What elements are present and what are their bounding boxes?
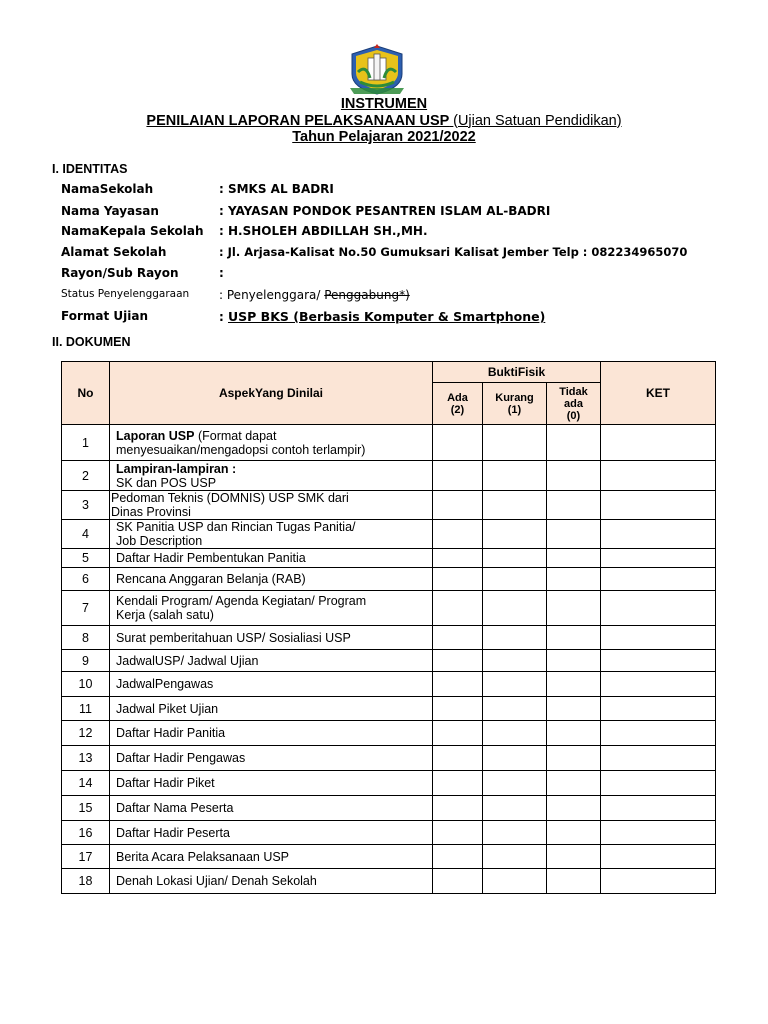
header-ada xyxy=(433,383,483,425)
cell-ada[interactable] xyxy=(433,650,483,672)
section-dokumen-heading: II. DOKUMEN xyxy=(52,335,131,349)
cell-ket[interactable] xyxy=(601,549,716,568)
aspek-bold: Lampiran-lampiran : xyxy=(116,461,237,476)
row-number: 17 xyxy=(62,845,110,869)
cell-ada[interactable] xyxy=(433,461,483,491)
row-number: 10 xyxy=(62,672,110,697)
cell-ket[interactable] xyxy=(601,591,716,626)
status-colon: : xyxy=(219,288,224,302)
aspek-text: JadwalUSP/ Jadwal Ujian xyxy=(116,653,259,668)
table-row xyxy=(62,461,716,491)
header-bukti-fisik: BuktiFisik xyxy=(433,362,601,383)
cell-ket[interactable] xyxy=(601,626,716,650)
cell-kurang[interactable] xyxy=(483,591,547,626)
row-number: 1 xyxy=(62,425,110,461)
row-aspek xyxy=(110,796,433,821)
cell-ada[interactable] xyxy=(433,845,483,869)
cell-ada[interactable] xyxy=(433,771,483,796)
row-aspek xyxy=(110,520,433,549)
aspek-line-1 xyxy=(116,702,432,716)
cell-ada[interactable] xyxy=(433,746,483,771)
aspek-line-1 xyxy=(116,776,432,790)
ident-label: Format Ujian xyxy=(61,309,148,323)
header-kurang xyxy=(483,383,547,425)
cell-tidak-ada[interactable] xyxy=(547,845,601,869)
format-value: USP BKS (Berbasis Komputer & Smartphone) xyxy=(228,309,546,324)
aspek-line-1 xyxy=(116,572,432,586)
title-line-2 xyxy=(0,113,768,130)
header-tidak-ada xyxy=(547,383,601,425)
aspek-line-1 xyxy=(116,826,432,840)
cell-ada[interactable] xyxy=(433,568,483,591)
title-line-1: INSTRUMEN xyxy=(340,96,428,112)
cell-ada[interactable] xyxy=(433,549,483,568)
cell-kurang[interactable] xyxy=(483,821,547,845)
ident-label: Rayon/Sub Rayon xyxy=(61,266,179,280)
row-number: 11 xyxy=(62,697,110,721)
aspek-text: Kendali Program/ Agenda Kegiatan/ Program xyxy=(116,594,367,608)
cell-tidak-ada[interactable] xyxy=(547,549,601,568)
cell-tidak-ada[interactable] xyxy=(547,425,601,461)
aspek-line-2: menyesuaikan/mengadopsi contoh terlampir) xyxy=(116,442,366,457)
table-row xyxy=(62,672,716,697)
cell-kurang[interactable] xyxy=(483,672,547,697)
cell-ket[interactable] xyxy=(601,520,716,549)
row-number: 16 xyxy=(62,821,110,845)
aspek-text: Denah Lokasi Ujian/ Denah Sekolah xyxy=(116,874,317,888)
cell-ket[interactable] xyxy=(601,796,716,821)
ident-value xyxy=(219,309,545,324)
cell-kurang[interactable] xyxy=(483,549,547,568)
row-aspek xyxy=(110,869,433,894)
aspek-line-1 xyxy=(116,520,432,534)
header-ada-label: Ada xyxy=(447,391,468,404)
aspek-line-1 xyxy=(116,850,432,864)
cell-ket[interactable] xyxy=(601,672,716,697)
ident-label: NamaSekolah xyxy=(61,182,154,196)
aspek-text: Daftar Nama Peserta xyxy=(116,801,234,815)
cell-ket[interactable] xyxy=(601,568,716,591)
cell-ada[interactable] xyxy=(433,520,483,549)
cell-ket[interactable] xyxy=(601,746,716,771)
cell-kurang[interactable] xyxy=(483,697,547,721)
cell-ket[interactable] xyxy=(601,650,716,672)
cell-kurang[interactable] xyxy=(483,845,547,869)
table-row xyxy=(62,697,716,721)
cell-tidak-ada[interactable] xyxy=(547,697,601,721)
row-aspek xyxy=(110,650,433,672)
cell-tidak-ada[interactable] xyxy=(547,568,601,591)
row-aspek xyxy=(110,697,433,721)
row-aspek xyxy=(110,721,433,746)
cell-ada[interactable] xyxy=(433,672,483,697)
cell-tidak-ada[interactable] xyxy=(547,821,601,845)
header-kurang-label: Kurang xyxy=(495,391,534,404)
table-row xyxy=(62,520,716,549)
header-ket: KET xyxy=(601,362,716,425)
row-number: 18 xyxy=(62,869,110,894)
cell-ada[interactable] xyxy=(433,425,483,461)
cell-tidak-ada[interactable] xyxy=(547,626,601,650)
cell-tidak-ada[interactable] xyxy=(547,461,601,491)
aspek-text: Daftar Hadir Panitia xyxy=(116,726,226,740)
header-no: No xyxy=(62,362,110,425)
header-aspek: AspekYang Dinilai xyxy=(110,362,433,425)
row-number: 9 xyxy=(62,650,110,672)
aspek-text: SK Panitia USP dan Rincian Tugas Panitia/ xyxy=(116,520,356,534)
cell-tidak-ada[interactable] xyxy=(547,672,601,697)
cell-ada[interactable] xyxy=(433,821,483,845)
ident-value: : H.SHOLEH ABDILLAH SH.,MH. xyxy=(219,224,428,238)
title-line-2-paren: (Ujian Satuan Pendidikan) xyxy=(453,112,622,129)
cell-ada[interactable] xyxy=(433,626,483,650)
cell-ada[interactable] xyxy=(433,721,483,746)
format-colon: : xyxy=(219,310,224,324)
aspek-line-1 xyxy=(116,551,432,565)
table-row xyxy=(62,746,716,771)
aspek-line-1 xyxy=(111,491,432,505)
province-emblem-logo xyxy=(346,44,408,96)
row-number: 15 xyxy=(62,796,110,821)
cell-tidak-ada[interactable] xyxy=(547,796,601,821)
cell-tidak-ada[interactable] xyxy=(547,650,601,672)
aspek-line-2: Dinas Provinsi xyxy=(111,505,191,519)
title-line-3: Tahun Pelajaran 2021/2022 xyxy=(292,129,476,145)
cell-kurang[interactable] xyxy=(483,746,547,771)
cell-tidak-ada[interactable] xyxy=(547,520,601,549)
row-aspek xyxy=(110,626,433,650)
row-aspek xyxy=(110,845,433,869)
row-number: 3 xyxy=(62,491,110,520)
ident-label: Status Penyelenggaraan xyxy=(61,288,190,300)
row-number: 7 xyxy=(62,591,110,626)
header-kurang-score: (1) xyxy=(507,403,522,416)
cell-tidak-ada[interactable] xyxy=(547,746,601,771)
aspek-line-1 xyxy=(116,874,432,888)
row-number: 8 xyxy=(62,626,110,650)
aspek-text: Daftar Hadir Pengawas xyxy=(116,751,246,765)
ident-label: Alamat Sekolah xyxy=(61,245,167,259)
aspek-line-1 xyxy=(116,677,432,691)
row-number: 4 xyxy=(62,520,110,549)
table-row xyxy=(62,796,716,821)
cell-kurang[interactable] xyxy=(483,721,547,746)
row-aspek xyxy=(110,771,433,796)
row-aspek xyxy=(110,425,433,461)
cell-ket[interactable] xyxy=(601,721,716,746)
row-number: 6 xyxy=(62,568,110,591)
cell-ada[interactable] xyxy=(433,491,483,520)
cell-kurang[interactable] xyxy=(483,491,547,520)
cell-kurang[interactable] xyxy=(483,869,547,894)
aspek-line-2: Job Description xyxy=(116,534,203,548)
header-tidak-label-2: ada xyxy=(564,397,583,410)
cell-tidak-ada[interactable] xyxy=(547,721,601,746)
row-number: 2 xyxy=(62,461,110,491)
status-value: Penyelenggara/ xyxy=(226,288,321,302)
aspek-text: (Format dapat xyxy=(194,428,277,443)
aspek-line-2: Kerja (salah satu) xyxy=(116,608,214,622)
table-row xyxy=(62,821,716,845)
ident-value: : Jl. Arjasa-Kalisat No.50 Gumuksari Kalisat Jember Telp : 082234965070 xyxy=(219,245,688,259)
table-row xyxy=(62,845,716,869)
table-row xyxy=(62,425,716,461)
cell-tidak-ada[interactable] xyxy=(547,869,601,894)
status-struck-value: Penggabung*) xyxy=(324,288,410,302)
cell-ket[interactable] xyxy=(601,461,716,491)
row-aspek xyxy=(110,491,433,520)
cell-kurang[interactable] xyxy=(483,771,547,796)
document-title xyxy=(0,96,768,146)
header-tidak-label: Tidak xyxy=(559,385,588,398)
ident-value: : xyxy=(219,266,224,280)
table-row xyxy=(62,568,716,591)
aspek-line-1 xyxy=(116,462,432,476)
aspek-text: Daftar Hadir Piket xyxy=(116,776,215,790)
cell-kurang[interactable] xyxy=(483,650,547,672)
cell-tidak-ada[interactable] xyxy=(547,591,601,626)
aspek-text: Daftar Hadir Peserta xyxy=(116,825,230,840)
ident-value: : YAYASAN PONDOK PESANTREN ISLAM AL-BADRI xyxy=(219,204,551,218)
table-row xyxy=(62,549,716,568)
cell-ket[interactable] xyxy=(601,869,716,894)
cell-ket[interactable] xyxy=(601,821,716,845)
row-aspek xyxy=(110,746,433,771)
cell-kurang[interactable] xyxy=(483,520,547,549)
cell-ada[interactable] xyxy=(433,869,483,894)
ident-label: Nama Yayasan xyxy=(61,204,159,218)
cell-ket[interactable] xyxy=(601,425,716,461)
row-aspek xyxy=(110,549,433,568)
row-aspek xyxy=(110,821,433,845)
dokumen-table xyxy=(61,361,716,894)
table-row xyxy=(62,491,716,520)
aspek-text: Berita Acara Pelaksanaan USP xyxy=(116,849,290,864)
header-tidak-score: (0) xyxy=(566,409,581,422)
cell-kurang[interactable] xyxy=(483,626,547,650)
row-number: 5 xyxy=(62,549,110,568)
aspek-line-1 xyxy=(116,654,432,668)
cell-ket[interactable] xyxy=(601,491,716,520)
row-aspek xyxy=(110,591,433,626)
aspek-text: Surat pemberitahuan USP/ Sosialiasi USP xyxy=(116,630,351,645)
cell-tidak-ada[interactable] xyxy=(547,491,601,520)
aspek-line-1 xyxy=(116,429,432,443)
table-row xyxy=(62,771,716,796)
row-number: 13 xyxy=(62,746,110,771)
cell-ket[interactable] xyxy=(601,845,716,869)
row-aspek xyxy=(110,568,433,591)
aspek-line-1 xyxy=(116,726,432,740)
row-aspek xyxy=(110,461,433,491)
cell-ket[interactable] xyxy=(601,697,716,721)
aspek-text: Daftar Hadir Pembentukan Panitia xyxy=(116,551,306,565)
cell-kurang[interactable] xyxy=(483,568,547,591)
aspek-text: Rencana Anggaran Belanja (RAB) xyxy=(116,572,306,586)
row-aspek xyxy=(110,672,433,697)
row-number: 14 xyxy=(62,771,110,796)
aspek-line-1 xyxy=(116,751,432,765)
cell-ada[interactable] xyxy=(433,697,483,721)
table-row xyxy=(62,591,716,626)
table-row xyxy=(62,869,716,894)
cell-ada[interactable] xyxy=(433,591,483,626)
ident-label: NamaKepala Sekolah xyxy=(61,224,204,238)
ident-value: : SMKS AL BADRI xyxy=(219,182,334,196)
cell-ket[interactable] xyxy=(601,771,716,796)
title-line-2-bold: PENILAIAN LAPORAN PELAKSANAAN USP xyxy=(146,112,450,129)
header-ada-score: (2) xyxy=(450,403,465,416)
cell-ada[interactable] xyxy=(433,796,483,821)
table-row xyxy=(62,721,716,746)
row-number: 12 xyxy=(62,721,110,746)
aspek-line-1 xyxy=(116,594,432,608)
cell-tidak-ada[interactable] xyxy=(547,771,601,796)
aspek-line-1 xyxy=(116,631,432,645)
ident-value xyxy=(219,288,410,302)
cell-kurang[interactable] xyxy=(483,796,547,821)
aspek-text: Jadwal Piket Ujian xyxy=(116,701,219,716)
aspek-line-1 xyxy=(116,801,432,815)
aspek-bold: Laporan USP xyxy=(116,428,195,443)
table-row xyxy=(62,650,716,672)
aspek-text: JadwalPengawas xyxy=(116,677,214,691)
aspek-text: Pedoman Teknis (DOMNIS) USP SMK dari xyxy=(111,491,349,505)
aspek-line-2: SK dan POS USP xyxy=(116,475,217,490)
table-row xyxy=(62,626,716,650)
cell-kurang[interactable] xyxy=(483,461,547,491)
cell-kurang[interactable] xyxy=(483,425,547,461)
section-identitas-heading: I. IDENTITAS xyxy=(52,162,128,176)
